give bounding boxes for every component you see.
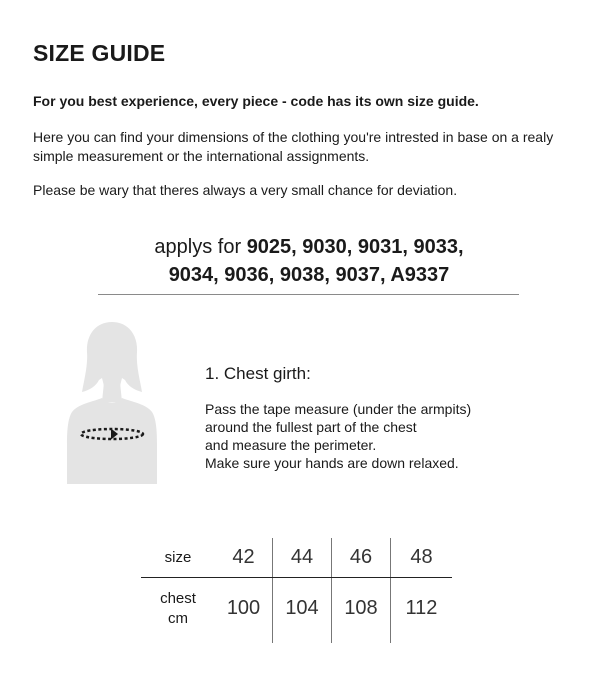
measurement-instructions bbox=[205, 400, 525, 472]
size-cell: 46 bbox=[332, 538, 391, 578]
row-label-size: size bbox=[141, 538, 215, 578]
chest-cell: 100 bbox=[226, 597, 261, 619]
size-cell: 42 bbox=[215, 538, 273, 578]
intro-bold-text: For you best experience, every piece - code has its own size guide. bbox=[33, 93, 479, 109]
row-label-chest-line2: cm bbox=[168, 609, 188, 627]
size-cell: 48 bbox=[391, 538, 453, 578]
deviation-note: Please be wary that theres always a very small chance for deviation. bbox=[33, 182, 458, 198]
instruction-line: and measure the perimeter. bbox=[205, 437, 377, 453]
instruction-line: Make sure your hands are down relaxed. bbox=[205, 455, 459, 471]
row-label-chest-line1: chest bbox=[160, 589, 196, 607]
table-row-size bbox=[141, 538, 452, 578]
measurement-title: 1. Chest girth: bbox=[205, 364, 311, 383]
applies-for-codes bbox=[60, 233, 558, 289]
product-codes-line-2: 9034, 9036, 9038, 9037, A9337 bbox=[168, 264, 450, 286]
applies-line-1 bbox=[60, 233, 558, 261]
chest-cell: 104 bbox=[273, 578, 332, 644]
size-cell: 44 bbox=[273, 538, 332, 578]
applies-prefix: applys for bbox=[154, 236, 247, 258]
table-row-chest bbox=[141, 578, 452, 644]
chest-cell: 112 bbox=[391, 578, 453, 644]
divider bbox=[98, 294, 519, 295]
chest-cell: 108 bbox=[332, 578, 391, 644]
intro-paragraph: Here you can find your dimensions of the clothing you're intrested in base on a realy simple measurement or the international assignments. bbox=[33, 129, 554, 164]
instruction-line: Pass the tape measure (under the armpits) bbox=[205, 401, 472, 417]
female-torso-silhouette-icon bbox=[62, 320, 162, 490]
instruction-line: around the fullest part of the chest bbox=[205, 419, 417, 435]
product-codes-line-1: 9025, 9030, 9031, 9033, bbox=[246, 236, 464, 258]
size-table bbox=[141, 538, 452, 643]
row-label-chest bbox=[141, 578, 215, 644]
page-title: SIZE GUIDE bbox=[33, 40, 166, 66]
